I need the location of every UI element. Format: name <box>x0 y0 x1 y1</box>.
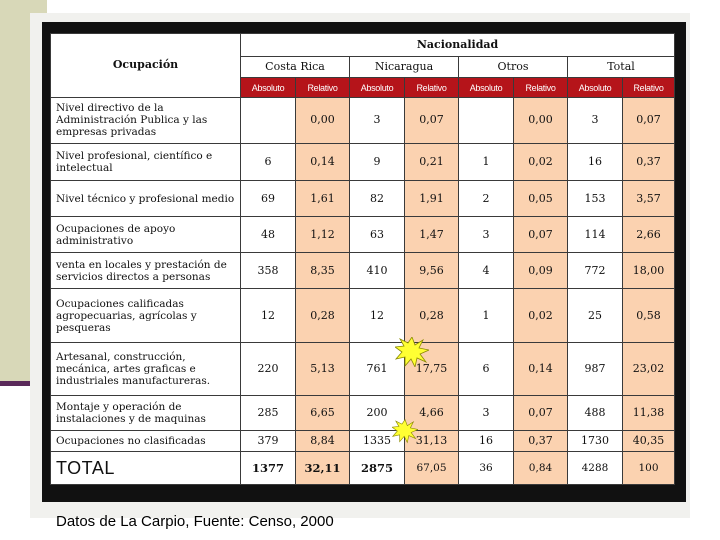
absolute-value <box>459 97 514 143</box>
relative-value: 3,57 <box>623 181 675 217</box>
total-label: TOTAL <box>51 451 241 484</box>
sub-header-relativo: Relativo <box>514 78 568 98</box>
relative-value: 0,84 <box>514 451 568 484</box>
table-row <box>51 217 675 253</box>
absolute-value: 25 <box>568 289 623 343</box>
absolute-value: 3 <box>459 217 514 253</box>
absolute-value: 69 <box>241 181 296 217</box>
sub-header-absoluto: Absoluto <box>459 78 514 98</box>
relative-value: 0,28 <box>405 289 459 343</box>
relative-value: 0,00 <box>296 97 350 143</box>
absolute-value: 2875 <box>350 451 405 484</box>
table-row <box>51 253 675 289</box>
relative-value: 18,00 <box>623 253 675 289</box>
relative-value: 0,07 <box>623 97 675 143</box>
occupation-label: Artesanal, construcción, mecánica, artes graficas e industriales manufactureras. <box>51 342 241 396</box>
relative-value: 8,35 <box>296 253 350 289</box>
absolute-value: 1 <box>459 144 514 181</box>
absolute-value: 63 <box>350 217 405 253</box>
relative-value: 0,28 <box>296 289 350 343</box>
relative-value: 0,37 <box>623 144 675 181</box>
relative-value: 0,02 <box>514 289 568 343</box>
star-icon <box>395 337 429 367</box>
relative-value: 2,66 <box>623 217 675 253</box>
absolute-value: 4 <box>459 253 514 289</box>
occupation-label: Montaje y operación de instalaciones y de maquinas <box>51 396 241 431</box>
absolute-value: 3 <box>350 97 405 143</box>
sub-header-absoluto: Absoluto <box>241 78 296 98</box>
absolute-value: 4288 <box>568 451 623 484</box>
absolute-value: 1 <box>459 289 514 343</box>
absolute-value: 200 <box>350 396 405 431</box>
relative-value: 1,12 <box>296 217 350 253</box>
relative-value: 0,14 <box>296 144 350 181</box>
occupation-nationality-table <box>50 33 675 485</box>
absolute-value: 12 <box>241 289 296 343</box>
table-row <box>51 431 675 452</box>
absolute-value: 153 <box>568 181 623 217</box>
group-header-nicaragua: Nicaragua <box>350 56 459 78</box>
absolute-value: 358 <box>241 253 296 289</box>
star-icon <box>392 418 418 444</box>
absolute-value: 761 <box>350 342 405 396</box>
relative-value: 0,00 <box>514 97 568 143</box>
absolute-value: 285 <box>241 396 296 431</box>
absolute-value: 6 <box>241 144 296 181</box>
absolute-value: 12 <box>350 289 405 343</box>
relative-value: 0,21 <box>405 144 459 181</box>
source-caption: Datos de La Carpio, Fuente: Censo, 2000 <box>56 513 334 530</box>
relative-value: 100 <box>623 451 675 484</box>
absolute-value: 6 <box>459 342 514 396</box>
occupation-label: venta en locales y prestación de servicios directos a personas <box>51 253 241 289</box>
absolute-value: 9 <box>350 144 405 181</box>
absolute-value: 3 <box>459 396 514 431</box>
table-row <box>51 342 675 396</box>
sub-header-absoluto: Absoluto <box>568 78 623 98</box>
occupation-label: Ocupaciones calificadas agropecuarias, agrícolas y pesqueras <box>51 289 241 343</box>
sub-header-relativo: Relativo <box>405 78 459 98</box>
relative-value: 32,11 <box>296 451 350 484</box>
relative-value: 0,58 <box>623 289 675 343</box>
absolute-value: 410 <box>350 253 405 289</box>
occupation-label: Nivel profesional, científico e intelectual <box>51 144 241 181</box>
absolute-value: 772 <box>568 253 623 289</box>
table-row <box>51 144 675 181</box>
relative-value: 23,02 <box>623 342 675 396</box>
sub-header-relativo: Relativo <box>296 78 350 98</box>
table-row <box>51 97 675 143</box>
total-row <box>51 451 675 484</box>
absolute-value: 2 <box>459 181 514 217</box>
absolute-value: 1377 <box>241 451 296 484</box>
relative-value: 1,47 <box>405 217 459 253</box>
sub-header-absoluto: Absoluto <box>350 78 405 98</box>
relative-value: 0,07 <box>405 97 459 143</box>
relative-value: 1,91 <box>405 181 459 217</box>
relative-value: 1,61 <box>296 181 350 217</box>
table-row <box>51 289 675 343</box>
relative-value: 6,65 <box>296 396 350 431</box>
absolute-value: 36 <box>459 451 514 484</box>
absolute-value: 488 <box>568 396 623 431</box>
absolute-value: 48 <box>241 217 296 253</box>
occupation-header: Ocupación <box>51 34 241 98</box>
absolute-value: 220 <box>241 342 296 396</box>
absolute-value: 16 <box>568 144 623 181</box>
relative-value: 0,02 <box>514 144 568 181</box>
relative-value: 67,05 <box>405 451 459 484</box>
relative-value: 17,75 <box>405 342 459 396</box>
group-header-otros: Otros <box>459 56 568 78</box>
relative-value: 0,37 <box>514 431 568 452</box>
absolute-value: 987 <box>568 342 623 396</box>
absolute-value: 1730 <box>568 431 623 452</box>
absolute-value: 82 <box>350 181 405 217</box>
relative-value: 8,84 <box>296 431 350 452</box>
sub-header-relativo: Relativo <box>623 78 675 98</box>
occupation-label: Nivel técnico y profesional medio <box>51 181 241 217</box>
relative-value: 5,13 <box>296 342 350 396</box>
relative-value: 0,14 <box>514 342 568 396</box>
relative-value: 11,38 <box>623 396 675 431</box>
group-header-costa-rica: Costa Rica <box>241 56 350 78</box>
relative-value: 0,07 <box>514 217 568 253</box>
relative-value: 40,35 <box>623 431 675 452</box>
absolute-value: 3 <box>568 97 623 143</box>
occupation-label: Ocupaciones no clasificadas <box>51 431 241 452</box>
relative-value: 0,05 <box>514 181 568 217</box>
group-header-total: Total <box>568 56 675 78</box>
absolute-value: 379 <box>241 431 296 452</box>
nationality-header: Nacionalidad <box>241 34 675 57</box>
relative-value: 4,66 <box>405 396 459 431</box>
table-row <box>51 181 675 217</box>
relative-value: 0,07 <box>514 396 568 431</box>
relative-value: 0,09 <box>514 253 568 289</box>
occupation-label: Ocupaciones de apoyo administrativo <box>51 217 241 253</box>
absolute-value: 1335 <box>350 431 405 452</box>
relative-value: 31,13 <box>405 431 459 452</box>
absolute-value <box>241 97 296 143</box>
absolute-value: 114 <box>568 217 623 253</box>
occupation-label: Nivel directivo de la Administración Publica y las empresas privadas <box>51 97 241 143</box>
table-row <box>51 396 675 431</box>
absolute-value: 16 <box>459 431 514 452</box>
relative-value: 9,56 <box>405 253 459 289</box>
